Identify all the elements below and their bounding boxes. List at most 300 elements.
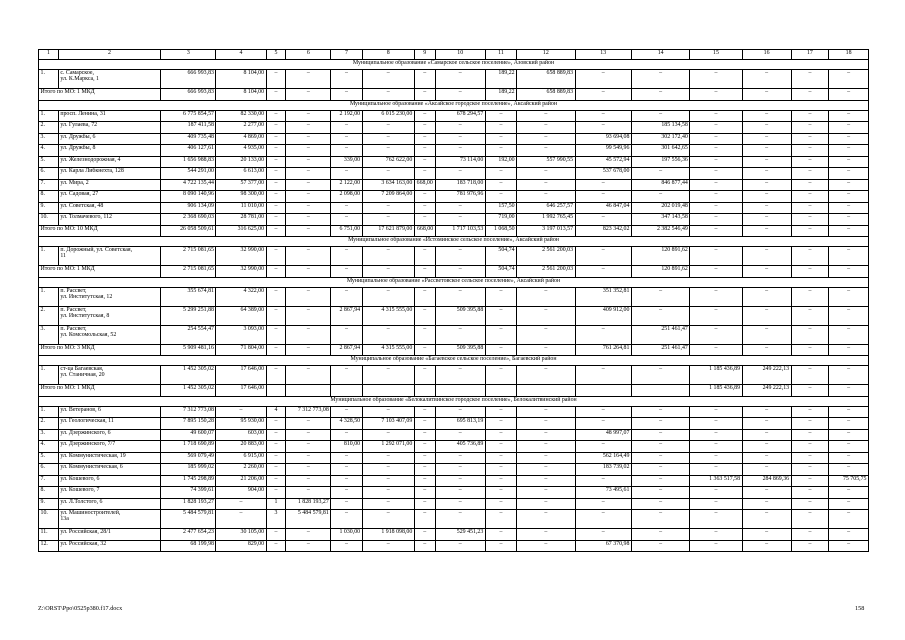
column-number: 9 [414,50,435,60]
table-cell: 1 363 517,58 [690,475,742,487]
table-cell: – [485,145,516,157]
table-cell: – [485,464,516,476]
table-cell: – [690,266,742,278]
table-cell: – [742,510,791,529]
table-cell: – [286,306,331,325]
table-cell: 6 751,00 [331,225,362,237]
table-cell: – [829,529,869,541]
table-cell: 2 122,00 [331,179,362,191]
table-cell: – [631,191,689,203]
table-cell: 1 745 298,89 [161,475,216,487]
table-cell: – [742,179,791,191]
table-cell: 406 127,61 [161,145,216,157]
column-number: 8 [362,50,414,60]
table-cell: – [690,464,742,476]
table-cell: – [286,225,331,237]
table-cell: 4 322,00 [216,287,266,306]
table-cell: 1 718 690,89 [161,441,216,453]
column-number: 5 [266,50,286,60]
table-cell: 6 015 230,00 [362,110,414,122]
table-cell: 249 222,13 [742,366,791,385]
column-number: 12 [517,50,575,60]
table-cell: – [286,325,331,344]
table-cell: – [331,487,362,499]
table-cell: – [631,510,689,529]
table-cell: – [690,498,742,510]
table-cell: – [286,529,331,541]
table-cell: – [362,145,414,157]
table-cell: – [631,475,689,487]
table-cell: – [362,122,414,134]
table-cell: – [414,464,435,476]
table-cell: 2 277,00 [216,122,266,134]
address-cell: п. Рассвет, ул. Институтская, 12 [58,287,160,306]
table-cell: – [742,344,791,356]
table-cell: – [266,247,286,266]
table-cell: – [435,168,485,180]
table-cell: – [575,366,631,385]
table-cell: 2 260,00 [216,464,266,476]
table-cell: 49 600,07 [161,429,216,441]
table-cell: – [485,452,516,464]
table-cell: 846 877,44 [631,179,689,191]
table-cell: – [690,247,742,266]
table-cell: – [362,247,414,266]
table-cell: – [414,156,435,168]
table-cell: – [829,418,869,430]
table-cell: – [742,306,791,325]
table-cell: – [791,287,829,306]
table-cell: 4 869,00 [216,133,266,145]
table-cell: – [435,487,485,499]
table-cell: – [517,191,575,203]
table-cell: – [631,70,689,89]
table-row [39,306,869,325]
table-cell: – [266,344,286,356]
table-cell: 347 143,58 [631,214,689,226]
table-cell: 5 299 251,88 [161,306,216,325]
table-cell: – [829,487,869,499]
column-number: 3 [161,50,216,60]
table-cell: – [286,191,331,203]
table-row [39,464,869,476]
table-cell: 9. [39,498,59,510]
table-cell: – [331,266,362,278]
table-cell: – [690,529,742,541]
table-cell: – [791,306,829,325]
table-cell: 569 079,49 [161,452,216,464]
table-cell: – [331,122,362,134]
table-cell: – [435,464,485,476]
table-cell: – [485,191,516,203]
table-cell [331,385,362,397]
table-cell: – [575,247,631,266]
table-row [39,487,869,499]
table-cell: – [631,464,689,476]
table-cell: 4. [39,145,59,157]
table-cell: 409 735,48 [161,133,216,145]
table-cell: – [266,179,286,191]
table-cell: – [575,89,631,101]
table-cell: – [517,133,575,145]
address-cell: ул. Дружбы, 6 [58,133,160,145]
table-cell: – [266,145,286,157]
table-cell: – [362,487,414,499]
table-cell: – [286,214,331,226]
table-row [39,325,869,344]
table-cell: 64 389,00 [216,306,266,325]
table-cell: 3 [266,510,286,529]
table-cell: 4 722 135,44 [161,179,216,191]
table-cell: 6 775 854,57 [161,110,216,122]
table-cell: – [517,306,575,325]
table-cell: – [485,529,516,541]
table-cell: – [266,306,286,325]
table-cell: – [742,133,791,145]
table-cell: 509 395,88 [435,306,485,325]
table-cell: – [414,70,435,89]
table-cell: – [266,540,286,552]
table-cell: 157,50 [485,202,516,214]
table-cell: – [829,133,869,145]
table-row [39,287,869,306]
table-cell: – [435,70,485,89]
table-cell: – [362,406,414,418]
table-cell: – [631,429,689,441]
table-cell: 30 105,00 [216,529,266,541]
table-cell: 17 621 879,00 [362,225,414,237]
table-cell: – [575,122,631,134]
table-cell: 8 104,00 [216,89,266,101]
table-cell: – [331,287,362,306]
table-cell: – [266,110,286,122]
table-cell: – [742,529,791,541]
table-cell: 73 495,61 [575,487,631,499]
table-cell: – [791,168,829,180]
address-cell: ул. Коммунистическая, 6 [58,464,160,476]
table-cell: – [331,168,362,180]
table-cell: – [791,225,829,237]
table-cell: – [435,214,485,226]
table-row [39,475,869,487]
table-cell: – [435,498,485,510]
table-cell: – [690,325,742,344]
total-row [39,225,869,237]
table-cell: 668,00 [414,179,435,191]
address-cell: ул. Ветеранов, 6 [58,406,160,418]
table-cell: – [690,418,742,430]
table-cell: – [517,418,575,430]
table-cell: – [690,191,742,203]
table-cell: 2 867,94 [331,344,362,356]
page-number: 158 [855,605,865,612]
table-cell: – [216,498,266,510]
table-cell: – [266,89,286,101]
table-cell: 28 781,00 [216,214,266,226]
table-cell: – [331,540,362,552]
table-cell: – [829,89,869,101]
table-cell: – [791,202,829,214]
table-cell: – [266,441,286,453]
table-cell: – [266,529,286,541]
table-cell: – [331,70,362,89]
table-cell: – [791,366,829,385]
table-cell: 46 847,04 [575,202,631,214]
table-cell: – [517,145,575,157]
table-cell: – [690,441,742,453]
table-cell: – [286,266,331,278]
table-cell: – [829,385,869,397]
table-cell: – [742,429,791,441]
table-cell: – [485,475,516,487]
table-cell: – [829,225,869,237]
table-cell: – [435,475,485,487]
table-cell: 6 613,00 [216,168,266,180]
table-cell: 189,22 [485,89,516,101]
table-cell: – [829,406,869,418]
table-cell: – [742,325,791,344]
address-cell: ул. Гулаева, 72 [58,122,160,134]
table-cell: – [690,287,742,306]
table-cell: – [791,156,829,168]
table-cell: – [575,179,631,191]
table-row [39,540,869,552]
total-row [39,344,869,356]
table-cell: 1 185 436,89 [690,366,742,385]
table-cell: – [286,122,331,134]
table-cell: – [435,452,485,464]
municipality-header-row [39,396,869,406]
municipality-title: Муниципальное образование «Белокалитвинское городское поселение», Белокалитвинский район [39,396,869,406]
table-cell: – [435,202,485,214]
table-cell: – [331,475,362,487]
table-cell: – [791,429,829,441]
total-label: Итого по МО: 1 МКД [39,89,161,101]
table-cell: – [485,441,516,453]
table-cell: – [435,133,485,145]
table-cell: 3 634 163,00 [362,179,414,191]
table-cell: – [414,487,435,499]
table-cell [414,385,435,397]
table-cell: 1 992 765,45 [517,214,575,226]
table-cell: – [791,214,829,226]
total-row [39,266,869,278]
table-row [39,145,869,157]
table-cell: 8. [39,191,59,203]
address-cell: ул. Российская, 32 [58,540,160,552]
table-cell: 544 291,00 [161,168,216,180]
table-cell: 5 909 481,16 [161,344,216,356]
table-cell: – [517,168,575,180]
address-cell: ул. Карла Либкнехта, 128 [58,168,160,180]
table-cell: 2. [39,122,59,134]
table-cell: – [631,418,689,430]
table-cell: – [690,225,742,237]
table-cell: 73 114,00 [435,156,485,168]
table-cell: – [791,406,829,418]
table-cell: 829,00 [216,540,266,552]
table-cell: – [414,366,435,385]
table-cell: – [435,89,485,101]
table-cell: – [485,429,516,441]
table-cell: – [631,487,689,499]
table-cell: – [575,418,631,430]
table-cell: 1 185 436,89 [690,385,742,397]
address-cell: ул. Дружбы, 8 [58,145,160,157]
table-cell: – [742,122,791,134]
table-cell: – [575,110,631,122]
table-cell: – [286,168,331,180]
table-cell: – [791,179,829,191]
table-cell: 557 990,55 [517,156,575,168]
table-cell: – [829,70,869,89]
table-row [39,70,869,89]
table-cell: – [266,168,286,180]
table-cell: – [266,487,286,499]
table-cell: 12. [39,540,59,552]
table-cell: – [286,247,331,266]
table-cell: – [791,191,829,203]
address-cell: ул. Российская, 28/1 [58,529,160,541]
table-cell: 1. [39,110,59,122]
table-cell: – [791,464,829,476]
municipality-header-row [39,277,869,287]
column-number: 10 [435,50,485,60]
table-cell: 2 192,00 [331,110,362,122]
table-cell: – [742,191,791,203]
table-cell: – [485,287,516,306]
table-cell: – [414,168,435,180]
table-cell: – [690,110,742,122]
table-cell: – [631,168,689,180]
table-cell: – [485,325,516,344]
table-cell: – [266,156,286,168]
table-cell: – [791,110,829,122]
table-cell: 316 625,00 [216,225,266,237]
address-cell: ул. Мира, 2 [58,179,160,191]
column-number: 14 [631,50,689,60]
table-cell: 1 452 305,02 [161,385,216,397]
table-cell: – [575,529,631,541]
total-label: Итого по МО: 1 МКД [39,385,161,397]
table-cell: – [791,529,829,541]
table-cell: – [829,247,869,266]
table-cell: – [485,540,516,552]
column-number: 4 [216,50,266,60]
table-cell: 1 828 193,27 [286,498,331,510]
address-cell: ул. Советская, 48 [58,202,160,214]
table-cell: – [631,498,689,510]
total-row [39,89,869,101]
table-cell: – [742,464,791,476]
table-cell: 3. [39,429,59,441]
address-cell: ул. Коммунистическая, 19 [58,452,160,464]
table-cell: – [829,202,869,214]
table-cell: – [742,266,791,278]
table-cell: 11. [39,529,59,541]
table-cell: – [435,122,485,134]
table-cell: 2 382 546,49 [631,225,689,237]
municipality-title: Муниципальное образование «Рассветовское сельское поселение», Аксайский район [39,277,869,287]
table-cell: 761 264,81 [575,344,631,356]
table-cell: – [414,110,435,122]
table-cell: 26 058 509,61 [161,225,216,237]
total-label: Итого по МО: 1 МКД [39,266,161,278]
table-cell: 93 694,08 [575,133,631,145]
table-cell: 603,00 [216,429,266,441]
address-cell: п. Рассвет, ул. Институтская, 8 [58,306,160,325]
table-cell: – [631,441,689,453]
table-cell: – [331,145,362,157]
table-cell: 2 867,94 [331,306,362,325]
table-cell: – [414,202,435,214]
table-cell: – [690,306,742,325]
table-cell: – [414,122,435,134]
table-cell: 781 976,96 [435,191,485,203]
table-cell: – [485,366,516,385]
table-cell: – [485,122,516,134]
table-cell: – [362,133,414,145]
table-cell: 6 915,00 [216,452,266,464]
table-cell: – [742,202,791,214]
table-cell: 7 312 773,08 [286,406,331,418]
table-row [39,510,869,529]
table-cell: – [362,464,414,476]
table-cell: – [485,510,516,529]
table-cell: – [331,452,362,464]
table-cell: 21 206,00 [216,475,266,487]
table-cell: – [266,325,286,344]
table-cell: – [266,366,286,385]
table-cell: – [517,366,575,385]
table-cell: – [266,191,286,203]
table-cell: 7. [39,179,59,191]
table-cell: – [791,344,829,356]
table-cell: – [414,418,435,430]
table-cell: – [286,287,331,306]
table-cell: – [286,145,331,157]
table-cell: – [435,429,485,441]
table-cell: – [742,487,791,499]
table-cell: 302 172,40 [631,133,689,145]
table-cell: 301 642,65 [631,145,689,157]
table-cell: – [690,89,742,101]
table-cell: – [631,529,689,541]
table-cell: – [791,487,829,499]
table-cell: – [575,214,631,226]
table-cell: 99 549,96 [575,145,631,157]
table-cell: – [690,179,742,191]
table-row [39,168,869,180]
table-cell: – [517,475,575,487]
table-cell: 4 [266,406,286,418]
table-cell: – [286,89,331,101]
table-cell: 8 090 140,96 [161,191,216,203]
table-cell [575,385,631,397]
table-cell: – [517,344,575,356]
address-cell: ул. Железнодорожная, 4 [58,156,160,168]
table-row [39,441,869,453]
table-cell: 405 736,89 [435,441,485,453]
table-cell: 7 103 407,09 [362,418,414,430]
table-cell [517,385,575,397]
table-cell: – [362,540,414,552]
table-cell: 202 019,48 [631,202,689,214]
municipality-title: Муниципальное образование «Самарское сельское поселение», Азовский район [39,60,869,70]
table-cell: – [742,406,791,418]
table-cell: – [829,156,869,168]
table-cell: 1 828 193,27 [161,498,216,510]
